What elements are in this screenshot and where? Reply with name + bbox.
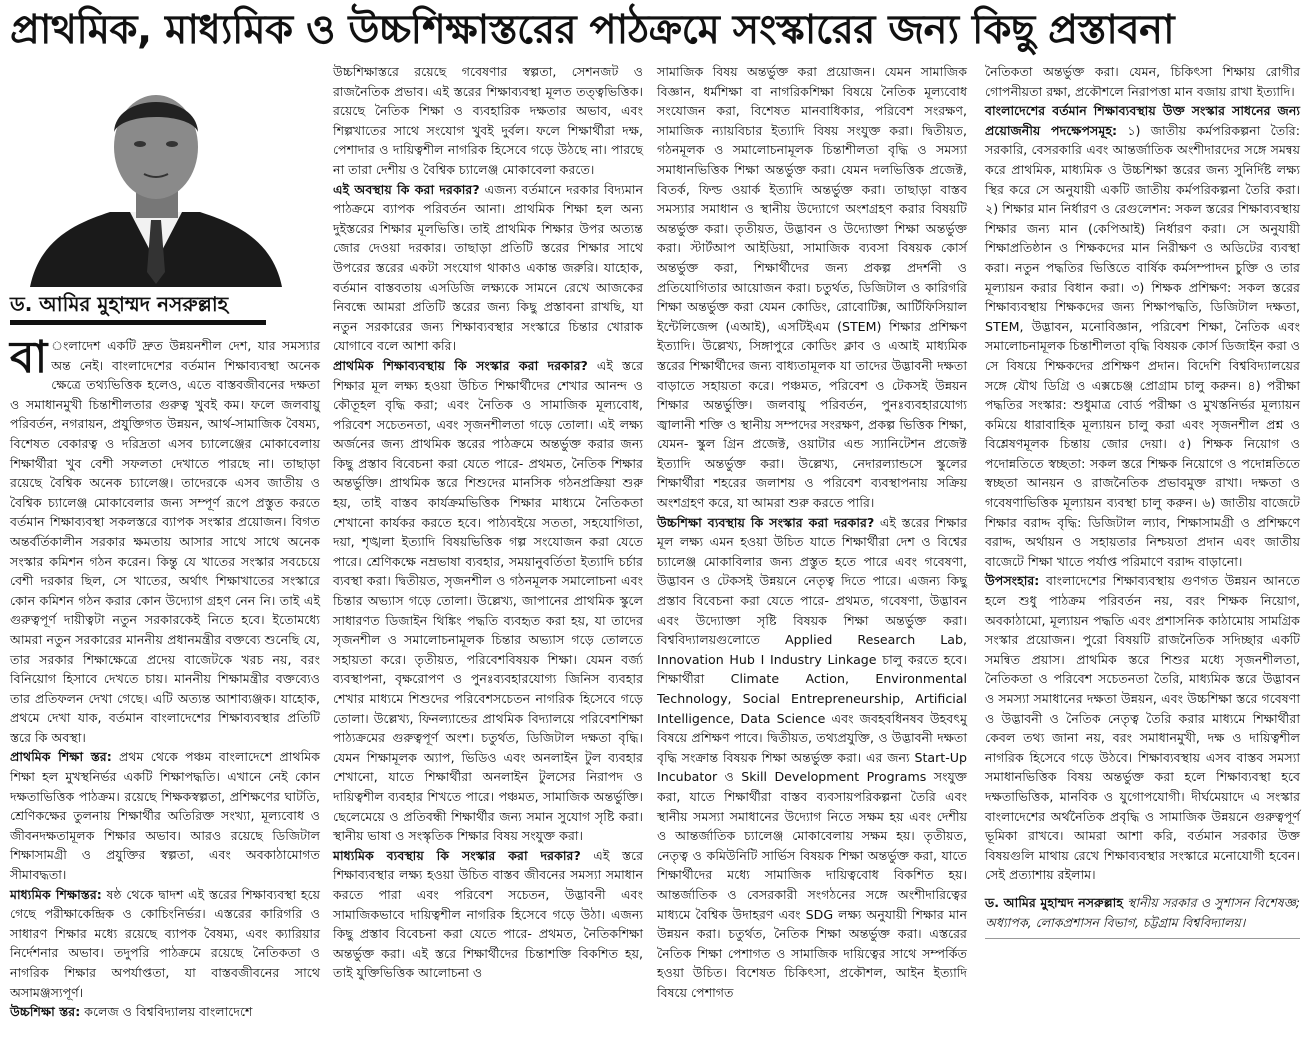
column-4: [985, 62, 1300, 939]
drop-cap: বা: [10, 332, 48, 383]
column-1: [10, 332, 321, 1022]
paragraph: এই অবস্থায় কি করা দরকার? এজন্য বর্তমানে দরকার বিদ্যমান পাঠক্রমে ব্যাপক পরিবর্তন আনা। প্রাথমিক শিক্ষা হল অন্য দুইস্তরের শিক্ষার মূলভিত্তি। তাই প্রাথমিক শিক্ষার উপর অত্যন্ত জোর দেওয়া দরকার। তাছাড়া প্রতিটি স্তরের শিক্ষার সাথে উপরের স্তরের একটা সংযোগ থাকাও একান্ত জরুরি। যাহোক, বর্তমান বাস্তবতায় এসডিজি লক্ষ্যকে সামনে রেখে আজকের নিবন্ধে আমরা প্রতিটি স্তরের জন্য কিছু প্রস্তাবনা রাখছি, যা নতুন সরকারের জন্য শিক্ষাব্যবস্থার সংস্কারে চিন্তার খোরাক যোগাবে বলে আশা করি।: [333, 181, 643, 354]
intro-paragraph: বা ংলাদেশ একটি দ্রুত উন্নয়নশীল দেশ, যার সমস্যার অন্ত নেই। বাংলাদেশের বর্তমান শিক্ষাব্যবস্থা অনেক ক্ষেত্রে তথ্যভিত্তিক হলেও, এতে বাস্তবজীবনের দক্ষতা ও সমাধানমুখী চিন্তাশীলতার গুরুত্ব খুবই কম। ফলে জলবায়ু পরিবর্তন, নগরায়ন, প্রযুক্তিগত উন্নয়ন, আর্থ-সামাজিক বৈষম্য, বিশেষত বেকারত্ব ও দরিদ্রতা এসব চ্যালেঞ্জের মোকাবেলায় শিক্ষার্থীরা খুব বেশী সফলতা দেখাতে পারছে না। তাছাড়া রয়েছে বৈশ্বিক অনেক চ্যালেঞ্জ। তাদেরকে এসব জাতীয় ও বৈশ্বিক চ্যালেঞ্জ মোকাবেলার জন্য সম্পূর্ণ রূপে প্রস্তুত করতে বর্তমান শিক্ষাব্যবস্থা সকলস্তরে ব্যাপক সংস্কার প্রয়োজন। বিগত অন্তর্বর্তিকালীন সরকার ক্ষমতায় আসার সাথে সাথে অনেক সংস্কার কমিশন গঠন করেন। কিন্তু যে খাতের সংস্কার সবচেয়ে বেশী দরকার ছিল, সে খাতের, অর্থাৎ শিক্ষাখাতের সংস্কারে কোন কমিশন গঠন করার কোন উদ্যোগ গ্রহণ নেন নি। তাই এই গুরুত্বপূর্ণ দায়ীত্বটা নতুন সরকারকেই নিতে হবে। ইতোমধ্যে আমরা নতুন সরকারের মাননীয় প্রধানমন্ত্রীর বক্তব্যে শুনেছি যে, তার সরকার শিক্ষাক্ষেত্রে প্রদেয় বাজেটকে খরচ নয়, বরং বিনিয়োগ হিসাবে দেখতে চায়। মাননীয় শিক্ষামন্ত্রীর বক্তব্যেও তার প্রতিফলন দেখা গেছে। এটি অত্যন্ত আশাব্যঞ্জক। যাহোক, প্রথমে দেখা যাক, বর্তমান বাংলাদেশের শিক্ষাব্যবস্থার প্রতিটি স্তরে কি অবস্থা।: [10, 332, 320, 745]
column-2: [333, 62, 643, 983]
paragraph: উচ্চশিক্ষা ব্যবস্থায় কি সংস্কার করা দরকার? এই স্তরের শিক্ষার মূল লক্ষ্য এমন হওয়া উচিত যাতে শিক্ষার্থীরা দেশ ও বিশ্বের চ্যালেঞ্জ মোকাবিলার জন্য প্রস্তুত হতে পারে এবং গবেষণা, উদ্ভাবন ও টেকসই উন্নয়নে নেতৃত্ব দিতে পারে। এজন্য কিছু প্রস্তাব বিবেচনা করা যেতে পারে- প্রথমত, গবেষণা, উদ্ভাবন এবং উদ্যোক্তা সৃষ্টি বিষয়ক শিক্ষা অন্তর্ভুক্ত করা। বিশ্ববিদ্যালয়গুলোতে Applied Research Lab, Innovation Hub I Industry Linkage চালু করতে হবে। শিক্ষার্থীরা Climate Action, Environmental Technology, Social Entrepreneurship, Artificial Intelligence, Data Science এবং জবহবধিনষব উহবৎমু বিষয়ে প্রশিক্ষণ পাবে। দ্বিতীয়ত, তথ্যপ্রযুক্তি, ও উদ্ভাবনী দক্ষতা বৃদ্ধি সংক্রান্ত বিষয়ক শিক্ষা অন্তর্ভুক্ত করা। এর জন্য Start-Up Incubator ও Skill Development Programs সংযুক্ত করা, যাতে শিক্ষার্থীরা বাস্তব ব্যবসায়পরিকল্পনা তৈরি এবং স্থানীয় সমস্যা সমাধানের উদ্যোগ নিতে সক্ষম হয় এবং দেশীয় ও আন্তর্জাতিক চ্যালেঞ্জ মোকাবেলায় সক্ষম হয়। তৃতীয়ত, নেতৃত্ব ও কমিউনিটি সার্ভিস বিষয়ক শিক্ষা অন্তর্ভুক্ত করা, যাতে শিক্ষার্থীদের মধ্যে সামাজিক দায়িত্ববোধ বিকশিত হয়। আন্তর্জাতিক ও বেসরকারী সংগঠনের সঙ্গে অংশীদারিত্বের মাধ্যমে বৈশ্বিক উদাহরণ এবং SDG লক্ষ্য অনুযায়ী শিক্ষার মান উন্নয়ন করা। চতুর্থত, নৈতিক শিক্ষা অন্তর্ভুক্ত করা। এস্তরের নৈতিক শিক্ষা পেশাগত ও সামাজিক দায়িত্বের সাথে সম্পর্কিত হওয়া উচিত। বিশেষত চিকিৎসা, প্রকৌশল, আইন ইত্যাদি বিষয়ে পেশাগত: [657, 514, 967, 1000]
author-photo: [10, 62, 305, 287]
author-portrait-icon: [10, 62, 305, 287]
paragraph: বাংলাদেশের বর্তমান শিক্ষাব্যবস্থায় উক্ত সংস্কার সাধনের জন্য প্রয়োজনীয় পদক্ষেপসমূহ: ১) জাতীয় কর্মপরিকল্পনা তৈরি: সরকারি, বেসরকারি এবং আন্তর্জাতিক অংশীদারদের সঙ্গে সমন্বয় করে প্রাথমিক, মাধ্যমিক ও উচ্চশিক্ষা স্তরের জন্য সুনির্দিষ্ট লক্ষ্য স্থির করে সে অনুযায়ী একটি জাতীয় কর্মপরিকল্পনা তৈরি করা। ২) শিক্ষার মান নির্ধারণ ও রেগুলেশন: সকল স্তরের শিক্ষাব্যবস্থায় শিক্ষার জন্য মান (কেপিআই) নির্ধারণ করা। সে অনুযায়ী শিক্ষাপ্রতিষ্ঠান ও শিক্ষকদের মান নিরীক্ষণ ও অডিটের ব্যবস্থা করা। নতুন পদ্ধতির ভিত্তিতে বার্ষিক কর্মসম্পাদন চুক্তি ও তার মূল্যায়ন করার বিধান করা। ৩) শিক্ষক প্রশিক্ষণ: সকল স্তরের শিক্ষাব্যবস্থায় শিক্ষকদের জন্য শিক্ষাপদ্ধতি, ডিজিটাল দক্ষতা, STEM, উদ্ভাবন, মনোবিজ্ঞান, পরিবেশ শিক্ষা, নৈতিক এবং সমালোচনামূলক চিন্তাশীলতা বৃদ্ধি বিষয়ক কোর্স ডিজাইন করা ও সে বিষয়ে শিক্ষকদের প্রশিক্ষণ প্রদান। বিদেশি বিশ্ববিদ্যালয়ের সঙ্গে যৌথ ডিগ্রি ও এক্সচেঞ্জ প্রোগ্রাম চালু করুন। ৪) পরীক্ষা পদ্ধতির সংস্কার: শুধুমাত্র বোর্ড পরীক্ষা ও মুখস্তনির্ভর মূল্যায়ন কমিয়ে ধারাবাহিক মূল্যায়ন চালু করা এবং সৃজনশীল প্রশ্ন ও বিশ্লেষণমূলক চিন্তায় জোর দেয়া। ৫) শিক্ষক নিয়োগ ও পদোন্নতিতে স্বচ্ছতা: সকল স্তরে শিক্ষক নিয়োগে ও পদোন্নতিতে স্বচ্ছতা আনয়ন ও রাজনৈতিক প্রভাবমুক্ত রাখা। দক্ষতা ও গবেষণাভিত্তিক মূল্যায়ন ব্যবস্থা চালু করুন। ৬) জাতীয় বাজেটে শিক্ষার বরাদ্দ বৃদ্ধি: ডিজিটাল ল্যাব, শিক্ষাসামগ্রী ও প্রশিক্ষণে বরাদ্দ, অর্থায়ন ও সহায়তার নিশ্চয়তা প্রদান এবং জাতীয় বাজেটে শিক্ষা খাতে পর্যাপ্ত পরিমাণে বরাদ্দ বাড়ানো।: [985, 103, 1300, 569]
paragraph: সামাজিক বিষয় অন্তর্ভুক্ত করা প্রয়োজন। যেমন সামাজিক বিজ্ঞান, ধর্মশিক্ষা বা নাগরিকশিক্ষা বিষয়ে নৈতিক মূল্যবোধ সংযোজন করা, বিশেষত মানবাধিকার, পরিবেশ সংরক্ষণ, সামাজিক ন্যায়বিচার ইত্যাদি বিষয় সংযুক্ত করা। দ্বিতীয়ত, গঠনমূলক ও সমালোচনামূলক চিন্তাশীলতা বৃদ্ধি ও সমস্যা সমাধানভিত্তিক শিক্ষা অন্তর্ভুক্ত করা। যেমন দলভিত্তিক প্রজেক্ট, বিতর্ক, ফিল্ড ওয়ার্ক ইত্যাদি অন্তর্ভুক্ত করা। তাছাড়া বাস্তব সমস্যার সমাধান ও স্থানীয় উদ্যোগে অংশগ্রহণ করার বিষয়টি অন্তর্ভুক্ত করা। তৃতীয়ত, উদ্ভাবন ও উদ্যোক্তা শিক্ষা অন্তর্ভুক্ত করা। স্টার্টআপ আইডিয়া, সামাজিক ব্যবসা বিষয়ক কোর্স অন্তর্ভুক্ত করা, শিক্ষার্থীদের জন্য প্রকল্প প্রদর্শনী ও প্রতিযোগিতার আয়োজন করা। চতুর্থত, ডিজিটাল ও কারিগরি শিক্ষা অন্তর্ভুক্ত করা যেমন কোডিং, রোবোটিক্স, আর্টিফিসিয়াল ইন্টেলিজেন্স (এআই), এসটিইএম (STEM) শিক্ষার প্রশিক্ষণ ইত্যাদি। উল্লেখ্য, সিঙ্গাপুরে কোডিং ক্লাব ও এআই মাধ্যমিক স্তরের শিক্ষার্থীদের জন্য বাধ্যতামূলক যা তাদের উদ্ভাবনী দক্ষতা বাড়াতে সহায়তা করে। পঞ্চমত, পরিবেশ ও টেকসই উন্নয়ন শিক্ষার অন্তর্ভুক্তি। জলবায়ু পরিবর্তন, পুনঃব্যবহারযোগ্য জ্বালানী শক্তি ও স্থানীয় সম্পদের সংরক্ষণ, প্রকল্প ভিত্তিক শিক্ষা, যেমন- স্কুল গ্রিন প্রজেক্ট, ওয়াটার এন্ড স্যানিটেশন প্রজেক্ট ইত্যাদি অন্তর্ভুক্ত করা। উল্লেখ্য, নেদারল্যান্ডসে স্কুলের শিক্ষার্থীরা শহরের জলাশয় ও পরিবেশ ব্যবস্থাপনায় সক্রিয় অংশগ্রহণ করে, যা আমরা শুরু করতে পারি।: [657, 64, 967, 511]
column-3: [657, 62, 967, 1003]
author-name: ড. আমির মুহাম্মদ নসরুল্লাহ: [10, 290, 266, 325]
paragraph: উচ্চশিক্ষা স্তর: কলেজ ও বিশ্ববিদ্যালয় বাংলাদেশে: [10, 1004, 253, 1020]
paragraph: উপসংহার: বাংলাদেশের শিক্ষাব্যবস্থায় গুণগত উন্নয়ন আনতে হলে শুধু পাঠক্রম পরিবর্তন নয়, বরং শিক্ষক নিয়োগ, অবকাঠামো, মূল্যায়ন পদ্ধতি এবং প্রশাসনিক কাঠামোয় সামগ্রিক সংস্কার প্রয়োজন। পুরো বিষয়টি রাজনৈতিক সদিচ্ছার একটি সমন্বিত প্রয়াস। প্রাথমিক স্তরে শিশুর মধ্যে সৃজনশীলতা, নৈতিকতা ও পরিবেশ সচেতনতা তৈরি, মাধ্যমিক স্তরে উদ্ভাবন ও সমস্যা সমাধানের দক্ষতা উন্নয়ন, এবং উচ্চশিক্ষা স্তরে গবেষণা ও উদ্ভাবনী ও নৈতিক নেতৃত্ব তৈরি করার মাধ্যমে শিক্ষার্থীরা কেবল তথ্য জানা নয়, বরং সমাধানমুখী, দক্ষ ও দায়িত্বশীল নাগরিক হিসেবে গড়ে উঠবে। শিক্ষাব্যবস্থায় এসব বাস্তব সমস্যা সমাধানভিত্তিক বিষয় অন্তর্ভুক্ত করা হলে শিক্ষাব্যবস্থা হবে দক্ষতাভিত্তিক, মানবিক ও যুগোপযোগী। দীর্ঘমেয়াদে এ সংস্কার বাংলাদেশের অর্থনৈতিক প্রবৃদ্ধি ও সামাজিক উন্নয়নে গুরুত্বপূর্ণ ভূমিকা রাখবে। আমরা আশা করি, বর্তমান সরকার উক্ত বিষয়গুলি মাথায় রেখে শিক্ষাব্যবস্থার সংস্কারে মনোযোগী হবেন। সেই প্রত্যাশায় রইলাম।: [985, 573, 1300, 883]
paragraph: মাধ্যমিক শিক্ষাস্তর: ষষ্ঠ থেকে দ্বাদশ এই স্তরের শিক্ষাব্যবস্থা হয়ে গেছে পরীক্ষাকেন্দ্রিক ও কোচিংনির্ভর। এস্তরের কারিগরি ও সাধারণ শিক্ষার মধ্যে রয়েছে ব্যাপক বৈষম্য, এবং ক্যারিয়ার নির্দেশনার অভাব। তদুপরি পাঠক্রমে রয়েছে নৈতিকতা ও নাগরিক শিক্ষার অপর্যাপ্ততা, যা বাস্তবজীবনের সাথে অসামঞ্জস্যপূর্ণ।: [10, 886, 320, 1000]
paragraph: মাধ্যমিক ব্যবস্থায় কি সংস্কার করা দরকার? এই স্তরে শিক্ষাব্যবস্থার লক্ষ্য হওয়া উচিত বাস্তব জীবনের সমস্যা সমাধান করতে পারা এবং পরিবেশ সচেতন, উদ্ভাবনী এবং সামাজিকভাবে দায়িত্বশীল নাগরিক হিসেবে গড়ে উঠা। এজন্য কিছু প্রস্তাব বিবেচনা করা যেতে পারে- প্রথমত, নৈতিকশিক্ষা অন্তর্ভুক্ত করা। এই স্তরে শিক্ষার্থীদের চিন্তাশক্তি বিকশিত হয়, তাই যুক্তিভিত্তিক আলোচনা ও: [333, 847, 643, 981]
paragraph: প্রাথমিক শিক্ষা স্তর: প্রথম থেকে পঞ্চম বাংলাদেশে প্রাথমিক শিক্ষা হল মুখস্থনির্ভর একটি শিক্ষাপদ্ধতি। এখানে নেই কোন দক্ষতাভিত্তিক পাঠক্রম। রয়েছে শিক্ষকস্বল্পতা, প্রশিক্ষণের ঘাটতি, শ্রেণিকক্ষের তুলনায় শিক্ষার্থীর অতিরিক্ত সংখ্যা, মূল্যবোধ ও জীবনদক্ষতামূলক শিক্ষার অভাব। আরও রয়েছে ডিজিটাল শিক্ষাসামগ্রী ও প্রযুক্তির স্বল্পতা, এবং অবকাঠামোগত সীমাবদ্ধতা।: [10, 749, 321, 883]
paragraph: উচ্চশিক্ষাস্তরে রয়েছে গবেষণার স্বল্পতা, সেশনজট ও রাজনৈতিক প্রভাব। এই স্তরের শিক্ষাব্যবস্থা মূলত তত্ত্বভিত্তিক। রয়েছে নৈতিক শিক্ষা ও ব্যবহারিক দক্ষতার অভাব, এবং শিল্পখাতের সাথে সংযোগ খুবই দুর্বল। ফলে শিক্ষার্থীরা দক্ষ, পেশাদার ও দায়িত্বশীল নাগরিক হিসেবে গড়ে উঠছে না। পারছে না তারা দেশীয় ও বৈশ্বিক চ্যালেঞ্জ মোকাবেলা করতে।: [333, 64, 643, 177]
paragraph: প্রাথমিক শিক্ষাব্যবস্থায় কি সংস্কার করা দরকার? এই স্তরে শিক্ষার মূল লক্ষ্য হওয়া উচিত শিক্ষার্থীদের শেখার আনন্দ ও কৌতূহল বৃদ্ধি করা; এবং নৈতিক ও সামাজিক মূল্যবোধ, পরিবেশ সচেতনতা, এবং সৃজনশীলতা গড়ে তোলা। এই লক্ষ্য অর্জনের জন্য প্রাথমিক স্তরের পাঠক্রমে অন্তর্ভুক্ত করার জন্য কিছু প্রস্তাব বিবেচনা করা যেতে পারে- প্রথমত, নৈতিক শিক্ষার অন্তর্ভুক্তি। প্রাথমিক স্তরে শিশুদের মানসিক গঠনপ্রক্রিয়া শুরু হয়, তাই বাস্তব কার্যক্রমভিত্তিক শিক্ষার মাধ্যমে নৈতিকতা শেখানো কার্যকর করতে হবে। পাঠ্যবইয়ে সততা, সহযোগিতা, দয়া, শৃঙ্খলা ইত্যাদি বিষয়ভিত্তিক গল্প সংযোজন করা যেতে পারে। শ্রেণিকক্ষে নম্রভাষা ব্যবহার, সময়ানুবর্তিতা ইত্যাদি চর্চার ব্যবস্থা করা। দ্বিতীয়ত, সৃজনশীল ও গঠনমূলক সমালোচনা এবং চিন্তার অভ্যাস গড়ে তোলা। উল্লেখ্য, জাপানের প্রাথমিক স্কুলে সাধারণত ডিজাইন থিঙ্কিং পদ্ধতি ব্যবহৃত করা হয়, যা তাদের সৃজনশীল ও সমালোচনামূলক চিন্তার অভ্যাস গড়ে তোলতে সহায়তা করে। তৃতীয়ত, পরিবেশবিষয়ক শিক্ষা। যেমন বর্জ্য ব্যবস্থাপনা, বৃক্ষরোপণ ও পুনঃব্যবহারযোগ্য জিনিস ব্যবহার শেখার মাধ্যমে শিশুদের পরিবেশসচেতন নাগরিক হিসেবে গড়ে তোলা। উল্লেখ্য, ফিনল্যান্ডের প্রাথমিক বিদ্যালয়ে পরিবেশশিক্ষা পাঠ্যক্রমের গুরুত্বপূর্ণ অংশ। চতুর্থত, ডিজিটাল দক্ষতা বৃদ্ধি। যেমন শিক্ষামূলক অ্যাপ, ভিডিও এবং অনলাইন টুল ব্যবহার শেখানো, যাতে শিক্ষার্থীরা অনলাইন টুলসের নিরাপদ ও দায়িত্বশীল ব্যবহার শিখতে পারে। পঞ্চমত, সামাজিক অন্তর্ভুক্তি। ছেলেমেয়ে ও প্রতিবন্ধী শিক্ষার্থীর জন্য সমান সুযোগ সৃষ্টি করা। স্থানীয় ভাষা ও সংস্কৃতিক শিক্ষার বিষয় সংযুক্ত করা।: [333, 357, 643, 844]
article-title: প্রাথমিক, মাধ্যমিক ও উচ্চশিক্ষাস্তরের পাঠক্রমে সংস্কারের জন্য কিছু প্রস্তাবনা: [10, 7, 1175, 53]
paragraph: নৈতিকতা অন্তর্ভুক্ত করা। যেমন, চিকিৎসা শিক্ষায় রোগীর গোপনীয়তা রক্ষা, প্রকৌশলে নিরাপত্তা মান বজায় রাখা ইত্যাদি।: [985, 64, 1300, 99]
author-byline: ড. আমির মুহাম্মদ নসরুল্লাহ স্থানীয় সরকার ও সুশাসন বিশেষজ্ঞ; অধ্যাপক, লোকপ্রশাসন বিভাগ, চট্টগ্রাম বিশ্ববিদ্যালয়।: [985, 893, 1300, 939]
